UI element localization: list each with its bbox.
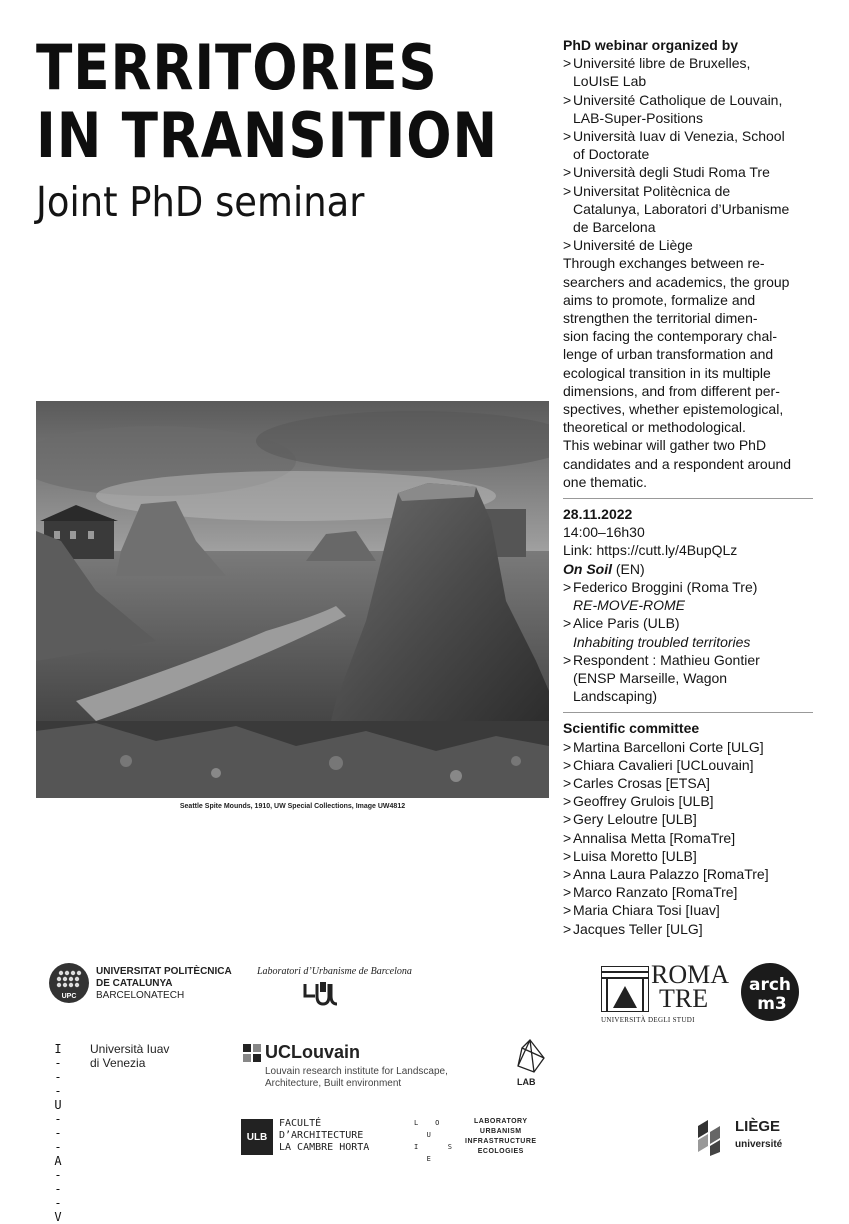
roma-tre-logo-icon xyxy=(601,966,649,1012)
committee-member: > Jacques Teller [ULG] xyxy=(563,920,815,938)
info-column xyxy=(563,36,815,938)
roma-tre-text: ROMA TRE xyxy=(651,960,730,1013)
louise-letters: L O U I S E xyxy=(414,1119,452,1163)
lab-label: LAB xyxy=(517,1077,536,1087)
arch-logo-line1: arch xyxy=(748,975,792,995)
upc-logo-icon xyxy=(48,962,90,1004)
committee-member: > Annalisa Metta [RomaTre] xyxy=(563,829,815,847)
ulb-text: FACULTÉ D’ARCHITECTURE LA CAMBRE HORTA xyxy=(279,1118,370,1153)
organizer-item: > Université de Liège xyxy=(563,236,815,254)
photo-caption: Seattle Spite Mounds, 1910, UW Special Collections, Image UW4812 xyxy=(179,803,406,810)
ucl-logo-icon xyxy=(243,1044,261,1062)
session-date: 28.11.2022 xyxy=(563,506,633,523)
poster-subtitle: Joint PhD seminar xyxy=(36,178,365,226)
liege-logo-icon xyxy=(696,1118,730,1156)
divider xyxy=(563,712,813,713)
committee-heading: Scientific committee xyxy=(563,720,700,737)
arch-logo-line2: m3 xyxy=(757,994,787,1014)
session-theme: On Soil (EN) xyxy=(563,560,645,577)
title-line-1: TERRITORIES xyxy=(36,31,438,104)
organizers-heading: PhD webinar organized by xyxy=(563,37,739,53)
lab-bcn-text: Laboratori d’Urbanisme de Barcelona xyxy=(257,966,412,977)
committee-member: > Maria Chiara Tosi [Iuav] xyxy=(563,901,815,919)
archim3-logo-icon xyxy=(740,962,800,1022)
committee-member: > Carles Crosas [ETSA] xyxy=(563,774,815,792)
session-time: 14:00–16h30 xyxy=(563,524,645,541)
description: Through exchanges between re- searchers and academics, the group aims to promote, formalize and strengthen the territorial dimen- sion facing the contemporary chal- lenge of urban transformation and ecological transition in its multiple dimensions, and from different per- spectives, whether epistemological, theoretical or methodological. This webinar will gather two PhD candidates and a respondent around one thematic. xyxy=(563,255,792,490)
committee-member: > Marco Ranzato [RomaTre] xyxy=(563,883,815,901)
respondent-item: > Respondent : Mathieu Gontier (ENSP Marseille, Wagon Landscaping) xyxy=(563,651,815,706)
liege-title: LIÈGE xyxy=(735,1118,781,1135)
committee-member: > Chiara Cavalieri [UCLouvain] xyxy=(563,756,815,774)
organizer-item: > Université libre de Bruxelles, LoUIsE Lab xyxy=(563,54,815,90)
committee-member: > Anna Laura Palazzo [RomaTre] xyxy=(563,865,815,883)
speaker-item: > Federico Broggini (Roma Tre) RE-MOVE-ROME xyxy=(563,578,815,614)
ucl-title: UCLouvain xyxy=(265,1042,361,1062)
louise-text: LABORATORY URBANISM INFRASTRUCTURE ECOLOGIES xyxy=(465,1118,537,1155)
ucl-subtitle: Louvain research institute for Landscape, Architecture, Built environment xyxy=(265,1066,448,1089)
organizer-item: > Università Iuav di Venezia, School of Doctorate xyxy=(563,127,815,163)
lub-logo-icon xyxy=(303,982,343,1012)
upc-logo-text: UNIVERSITAT POLITÈCNICA DE CATALUNYA BARCELONATECH xyxy=(96,966,232,1001)
divider xyxy=(563,498,813,499)
committee-member: > Luisa Moretto [ULB] xyxy=(563,847,815,865)
speaker-item: > Alice Paris (ULB) Inhabiting troubled territories xyxy=(563,614,815,650)
poster-title xyxy=(36,31,498,172)
roma-tre-subtitle: UNIVERSITÀ DEGLI STUDI xyxy=(601,1016,695,1024)
organizer-item: > Université Catholique de Louvain, LAB-Super-Positions xyxy=(563,91,815,127)
lab-superpositions-icon xyxy=(514,1038,546,1074)
committee-member: > Martina Barcelloni Corte [ULG] xyxy=(563,738,815,756)
liege-subtitle: université xyxy=(735,1139,783,1150)
iuav-letters: I - - - U - - - A - - - V xyxy=(54,1042,62,1224)
iuav-text: Università Iuav di Venezia xyxy=(90,1042,170,1070)
spite-mounds-photo xyxy=(36,401,549,798)
ulb-badge: ULB xyxy=(241,1119,273,1155)
session-link[interactable]: Link: https://cutt.ly/4BupQLz xyxy=(563,542,738,559)
organizer-item: > Universitat Politècnica de Catalunya, Laboratori d’Urbanisme de Barcelona xyxy=(563,182,815,237)
upc-badge: UPC xyxy=(61,993,77,1000)
organizer-item: > Università degli Studi Roma Tre xyxy=(563,163,815,181)
committee-member: > Geoffrey Grulois [ULB] xyxy=(563,792,815,810)
committee-member: > Gery Leloutre [ULB] xyxy=(563,810,815,828)
title-line-2: IN TRANSITION xyxy=(36,99,498,172)
